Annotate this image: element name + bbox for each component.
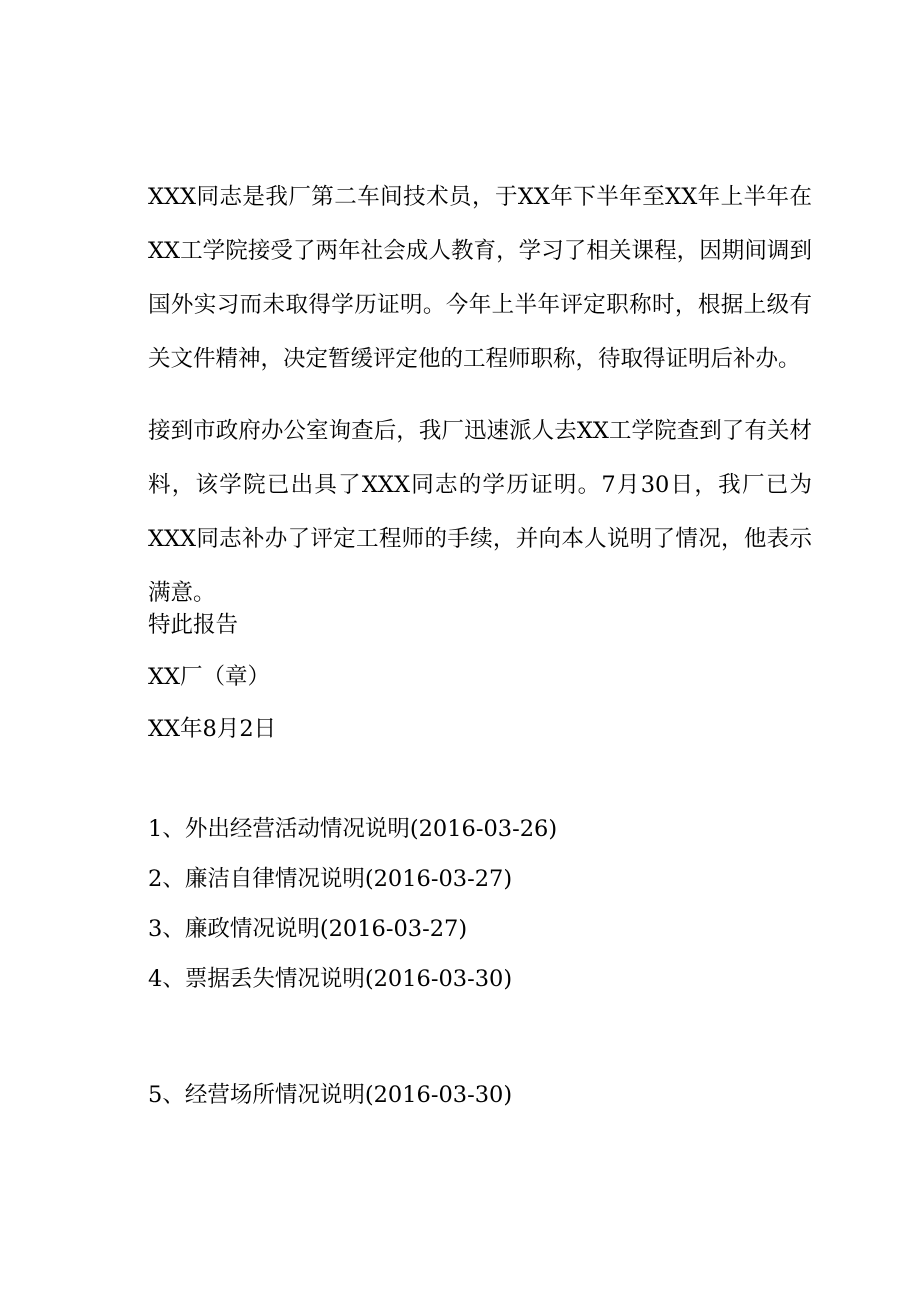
list-item: 4、票据丢失情况说明(2016-03-30) xyxy=(148,966,513,992)
list-item: 3、廉政情况说明(2016-03-27) xyxy=(148,916,468,942)
body-paragraph-2: 接到市政府办公室询查后，我厂迅速派人去XX工学院查到了有关材料，该学院已出具了XXX同志的学历证明。7月30日，我厂已为XXX同志补办了评定工程师的手续，并向本人说明了情况，他表示满意。 xyxy=(148,418,812,606)
closing-phrase: 特此报告 xyxy=(148,612,239,638)
body-paragraph-1: XXX同志是我厂第二车间技术员，于XX年下半年至XX年上半年在XX工学院接受了两年社会成人教育，学习了相关课程，因期间调到国外实习而未取得学历证明。今年上半年评定职称时，根据上级有关文件精神，决定暂缓评定他的工程师职称，待取得证明后补办。 xyxy=(148,184,812,372)
list-item: 5、经营场所情况说明(2016-03-30) xyxy=(148,1082,513,1108)
signature-organization: XX厂（章） xyxy=(148,664,271,690)
list-item: 2、廉洁自律情况说明(2016-03-27) xyxy=(148,866,513,892)
document-date: XX年8月2日 xyxy=(148,716,277,742)
list-item: 1、外出经营活动情况说明(2016-03-26) xyxy=(148,816,558,842)
